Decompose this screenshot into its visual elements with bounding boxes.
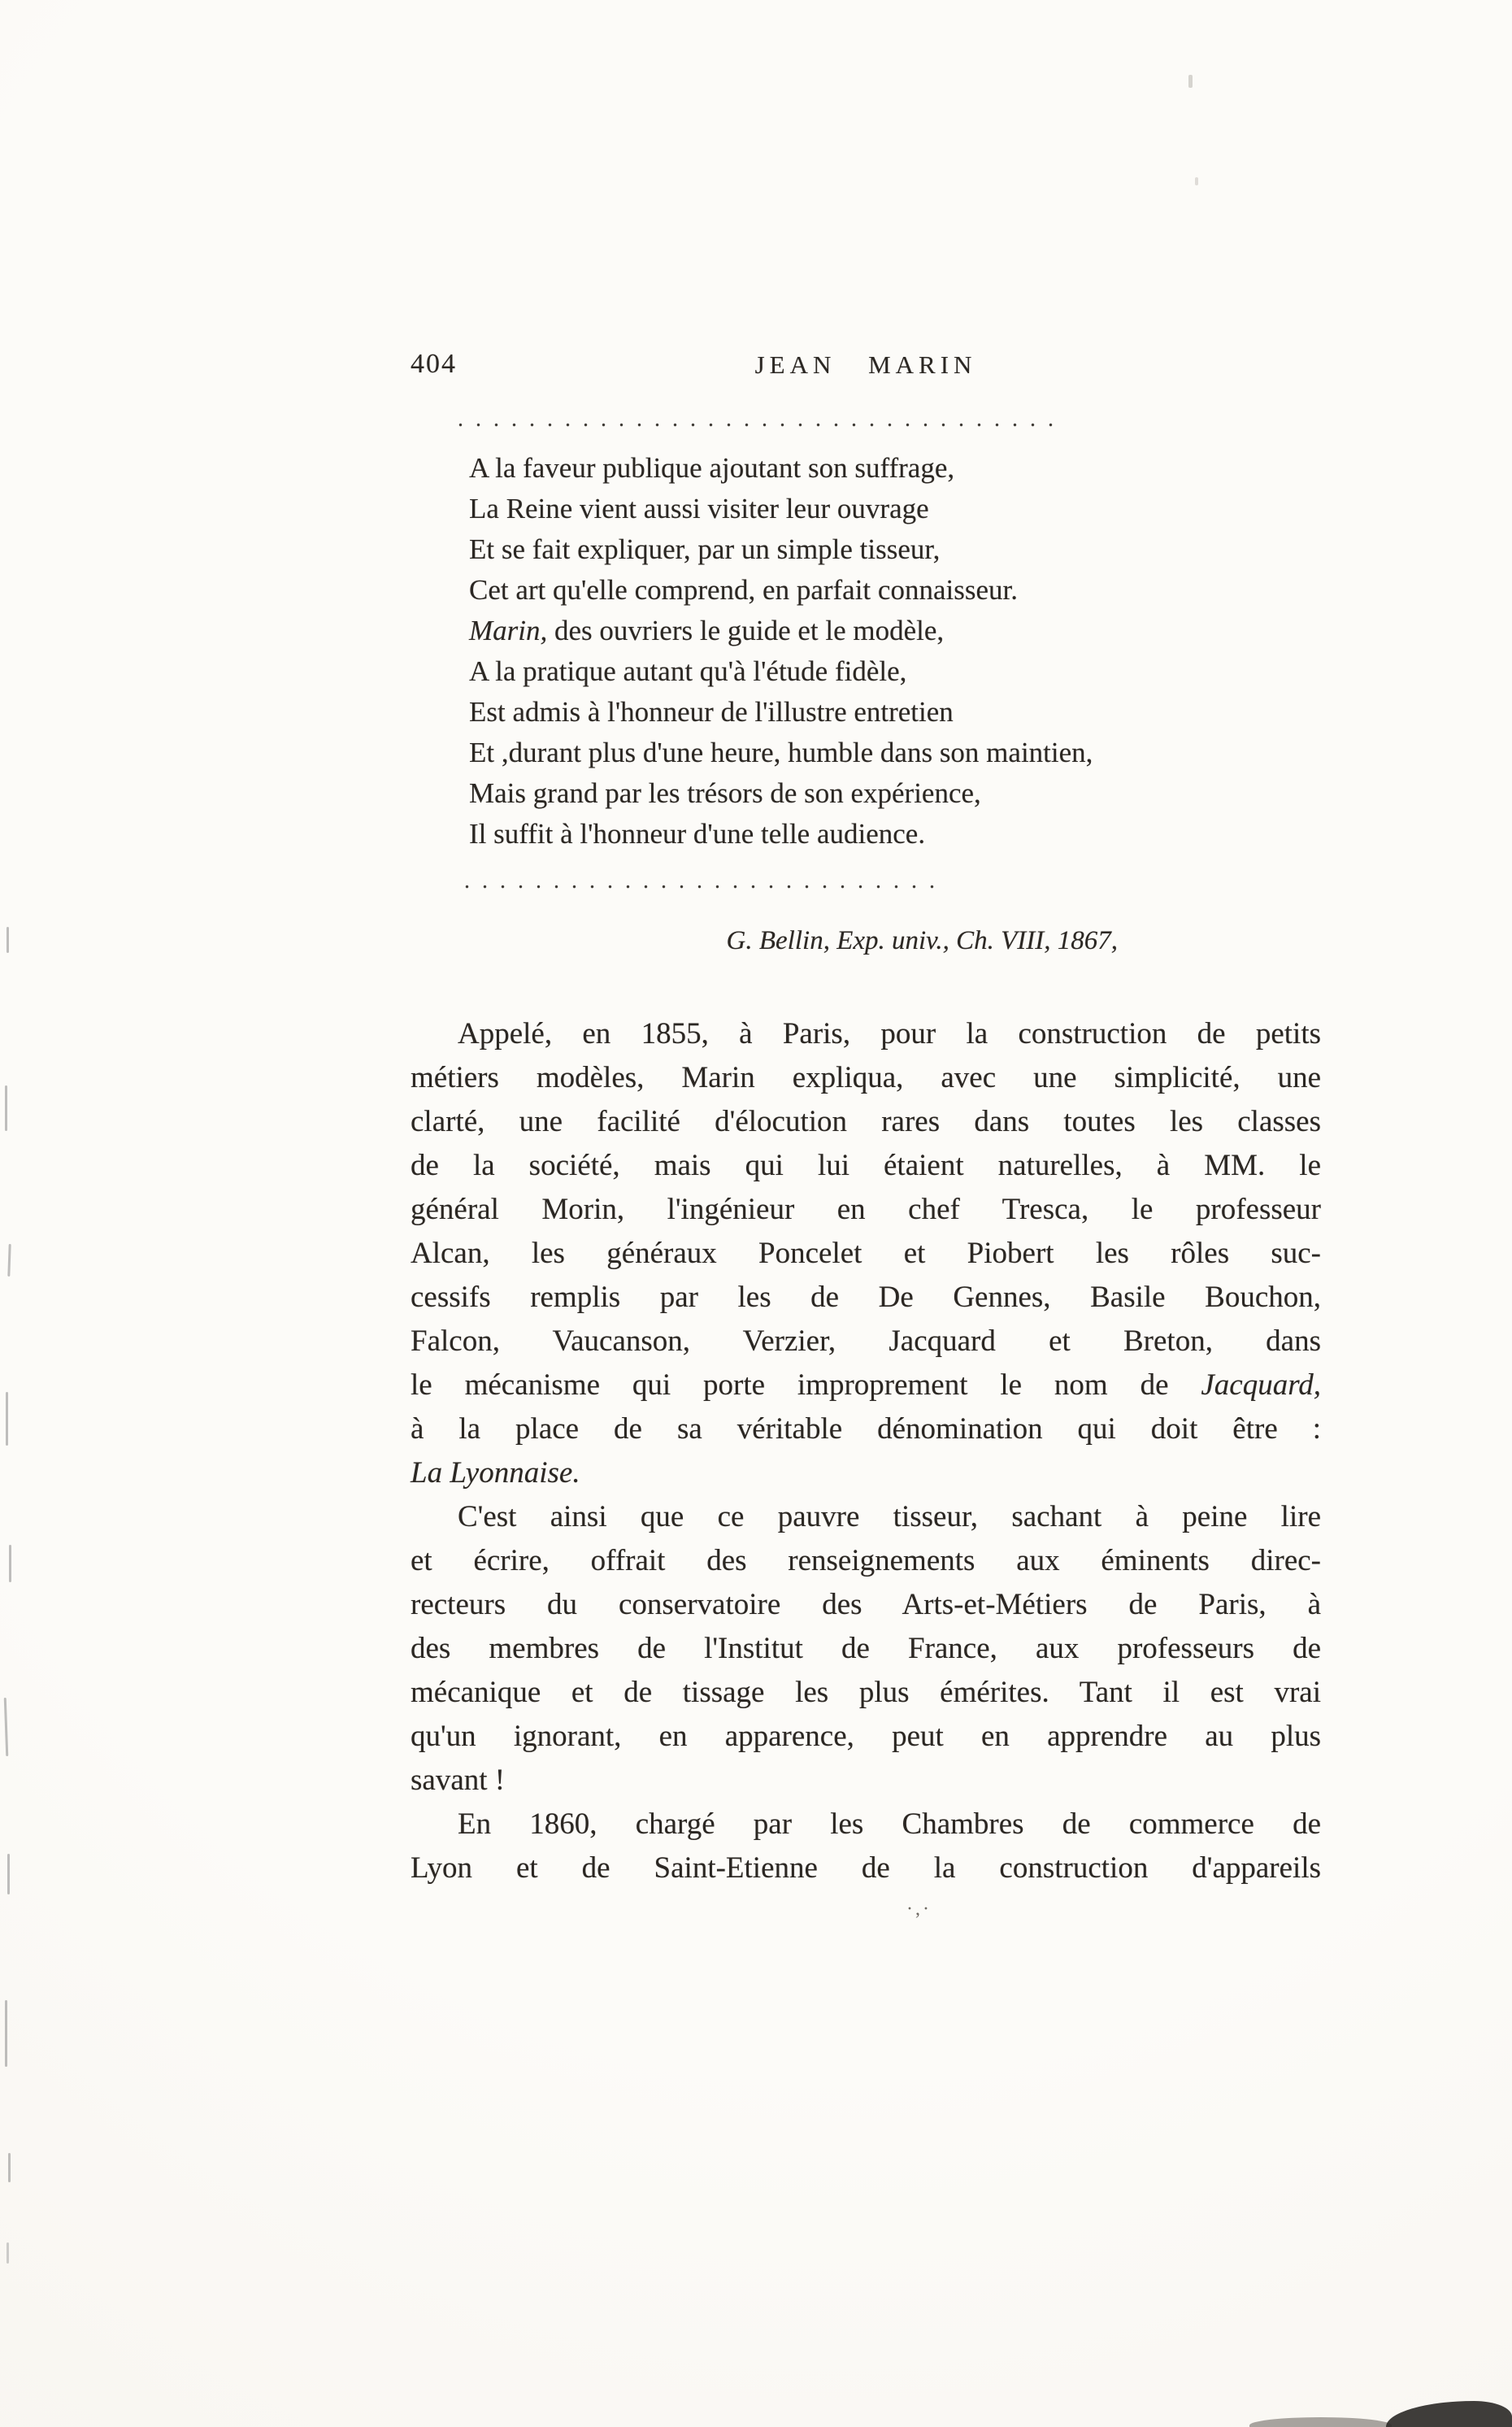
scan-artifact-bar [5,1085,7,1131]
poem-line: A la faveur publique ajoutant son suffrage, [469,452,955,484]
poem-line: La Reine vient aussi visiter leur ouvrage [469,493,929,524]
text-line: recteurs du conservatoire des Arts-et-Métiers de Paris, à [411,1588,1321,1621]
poem-block [469,448,1321,855]
poem-line: A la pratique autant qu'à l'étude fidèle, [469,655,907,687]
poem-line: Mais grand par les trésors de son expérience, [469,777,981,809]
text-block [411,346,1321,1920]
scan-artifact-bar [7,927,9,953]
text-line: cessifs remplis par les de De Gennes, Basile Bouchon, [411,1281,1321,1314]
scan-artifact-bar [6,1392,8,1446]
text-line [411,1364,1321,1407]
text-line: à la place de sa véritable dénomination qui doit être : [411,1412,1321,1446]
text-line: Lyon et de Saint-Etienne de la construction d'appareils [411,1851,1321,1885]
poem-line: Et se fait expliquer, par un simple tisseur, [469,533,941,565]
page-number: 404 [411,349,457,379]
paragraph-1 [411,1012,1321,1495]
scan-smudge-tail [1249,2417,1392,2427]
scan-artifact-speck [1195,177,1198,185]
poem-line: Est admis à l'honneur de l'illustre entretien [469,696,954,728]
text-segment-italic: Jacquard, [1201,1368,1321,1402]
running-title: JEAN MARIN [754,350,977,379]
poem-line: Cet art qu'elle comprend, en parfait connaisseur. [469,574,1018,606]
text-line: clarté, une facilité d'élocution rares dans toutes les classes [411,1105,1321,1138]
poem-line [469,611,1321,651]
text-line: La Lyonnaise. [411,1456,580,1490]
scan-artifact-bar [4,1698,9,1756]
paragraph-3 [411,1803,1321,1920]
scan-artifact-bar [7,2242,9,2264]
paragraph-2 [411,1495,1321,1803]
text-line: Falcon, Vaucanson, Verzier, Jacquard et Breton, dans [411,1324,1321,1358]
scan-artifact-bar [5,2000,7,2067]
text-line: des membres de l'Institut de France, aux professeurs de [411,1632,1321,1665]
dotted-separator-top: .................................. [458,407,1066,432]
text-line: savant ! [411,1764,506,1797]
poem-line: Et ,durant plus d'une heure, humble dans son maintien, [469,737,1093,768]
scan-smudge [1386,2401,1512,2427]
text-line: de la société, mais qui lui étaient naturelles, à MM. le [411,1149,1321,1182]
text-line: qu'un ignorant, en apparence, peut en apprendre au plus [411,1720,1321,1753]
text-line: général Morin, l'ingénieur en chef Tresca, le professeur [411,1193,1321,1226]
text-line: C'est ainsi que ce pauvre tisseur, sachant à peine lire [458,1500,1321,1533]
poem-line-italic-name: Marin, [469,615,548,646]
page-header [411,346,1321,386]
text-line: Appelé, en 1855, à Paris, pour la construction de petits [458,1017,1321,1050]
text-line: Alcan, les généraux Poncelet et Piobert les rôles suc- [411,1237,1321,1270]
poem-line-rest: des ouvriers le guide et le modèle, [547,615,945,646]
scan-artifact-bar [8,2153,11,2182]
scan-artifact-bar [7,1854,10,1894]
poem-line: Il suffit à l'honneur d'une telle audience. [469,818,926,850]
dotted-separator-bottom: ........................... [464,869,947,894]
text-line: métiers modèles, Marin expliqua, avec une simplicité, une [411,1061,1321,1094]
text-line: mécanique et de tissage les plus émérites. Tant il est vrai [411,1676,1321,1709]
text-line: En 1860, chargé par les Chambres de commerce de [458,1807,1321,1841]
citation: G. Bellin, Exp. univ., Ch. VIII, 1867, [726,926,1118,955]
scan-artifact-mark: ·,· [906,1899,932,1920]
scan-artifact-bar [9,1545,11,1582]
scan-artifact-bar [7,1244,11,1277]
text-segment: le mécanisme qui porte improprement le nom de [411,1368,1201,1402]
text-line: et écrire, offrait des renseignements aux éminents direc- [411,1544,1321,1577]
scan-artifact-speck [1188,75,1193,88]
